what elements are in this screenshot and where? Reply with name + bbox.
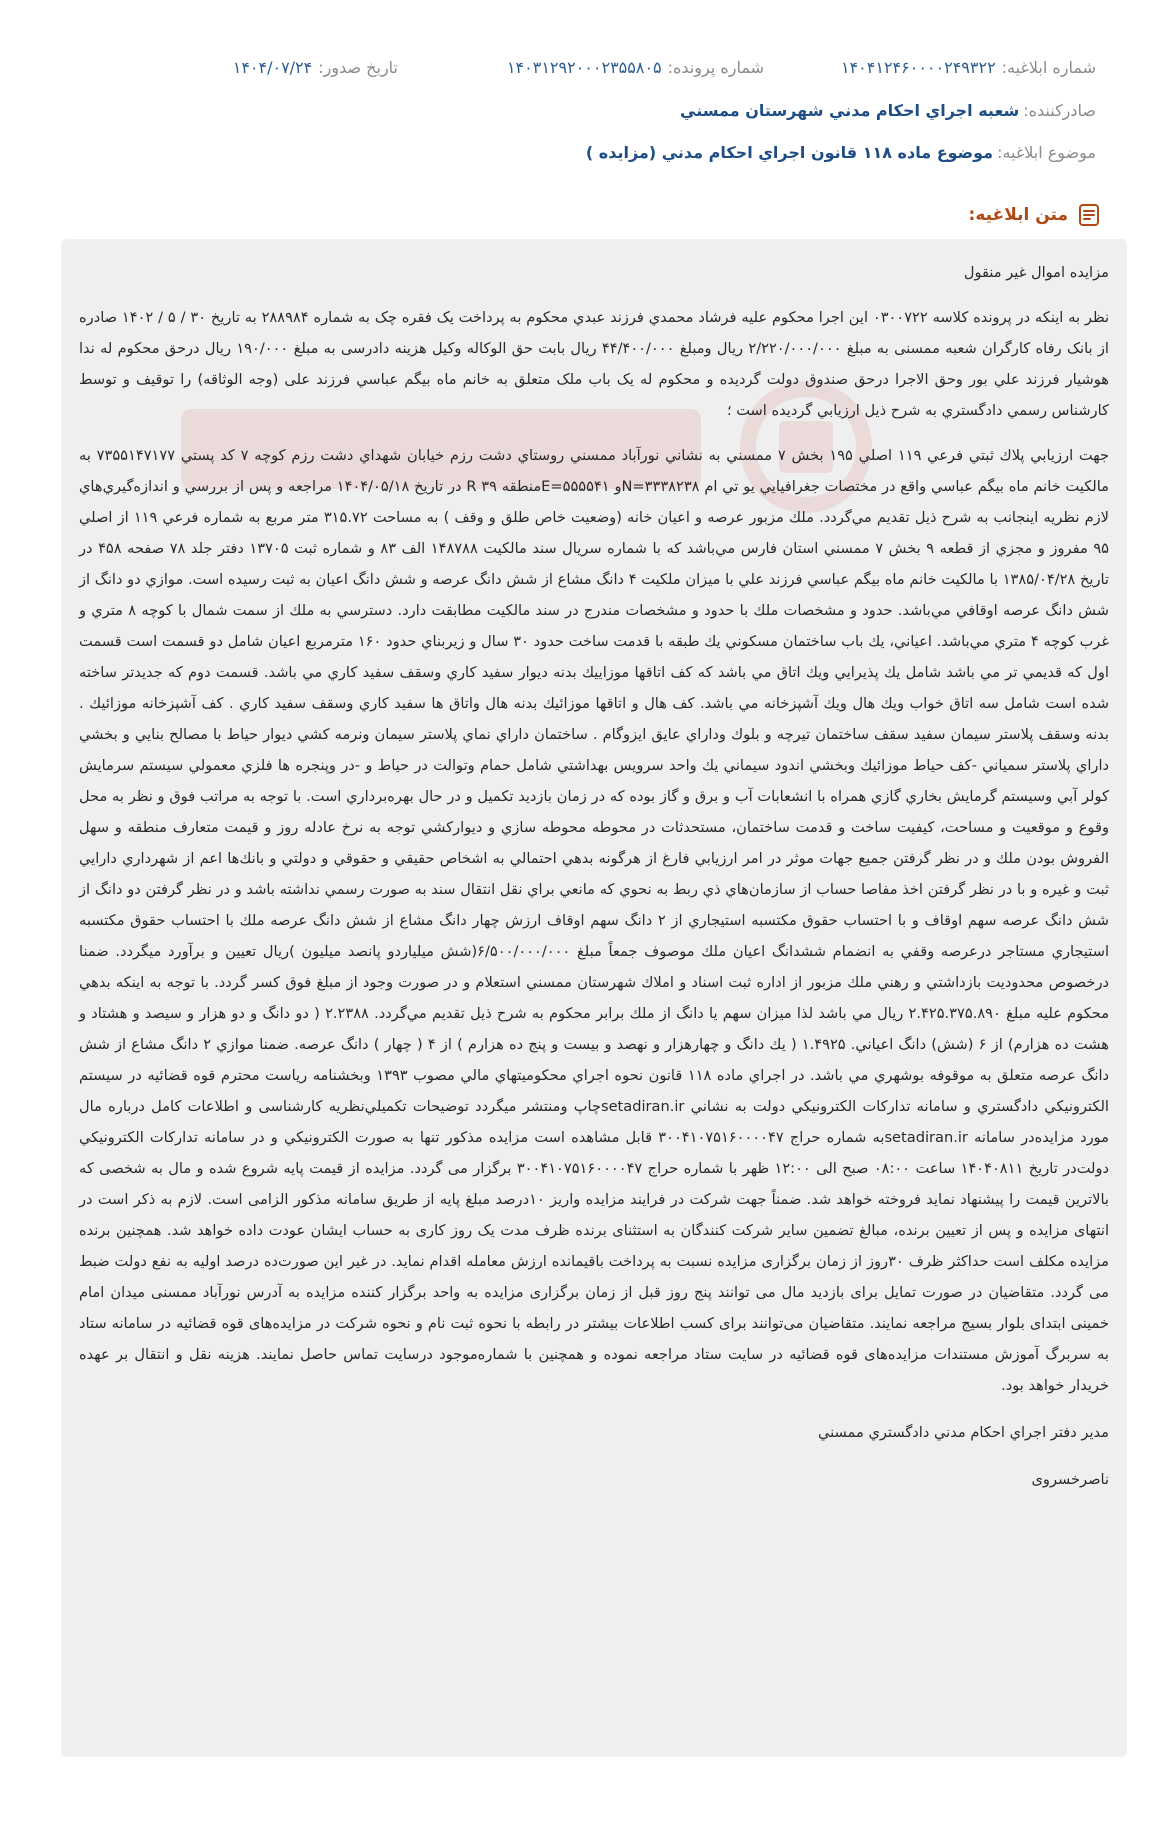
issuer-line	[680, 99, 1096, 123]
issue-date-value: ۱۴۰۴/۰۷/۲۴	[232, 58, 313, 77]
case-number-label: شماره پرونده:	[667, 58, 764, 77]
notice-body	[61, 239, 1127, 1521]
case-number-value: ۱۴۰۳۱۲۹۲۰۰۰۲۳۵۵۸۰۵	[506, 58, 662, 77]
case-number	[507, 56, 764, 80]
notice-content-box	[61, 239, 1127, 1757]
notice-paragraph-2: جهت ارزيابي پلاك ثبتي فرعي ۱۱۹ اصلي ۱۹۵ بخش ۷ ممسني به نشاني نورآباد ممسني روستاي دشت رزم خيابان شهداي دشت رزم كوچه ۷ كد پستي ۷۳۵۵۱۴۷۱۷۷ به مالكيت خانم ماه بيگم عباسي واقع در مختصات جغرافيايي يو تي ام N=۳۳۳۸۲۳۸و E=۵۵۵۵۴۱منطقه ۳۹ R در تاريخ ۱۴۰۴/۰۵/۱۸ مراجعه و پس از بررسي و اندازه‌گيري‌هاي لازم نظريه اينجانب به شرح ذيل تقديم مي‌گردد. ملك مزبور عرصه و اعيان خانه (وضعيت خاص طلق و وقف ) به مساحت ۳۱۵.۷۲ متر مربع به شماره فرعي ۱۱۹ از اصلي ۹۵ مفروز و مجزي از قطعه ۹ بخش ۷ ممسني استان فارس مي‌باشد كه با شماره سريال سند مالكيت ۱۴۸۷۸۸ الف ۸۳ و شماره ثبت ۱۳۷۰۵ دفتر جلد ۷۸ صفحه ۴۵۸ در تاريخ ۱۳۸۵/۰۴/۲۸ با مالكيت خانم ماه بيگم عباسي فرزند علي با ميزان ملكيت ۴ دانگ مشاع از شش دانگ عرصه و شش دانگ اعيان به ثبت رسيده است. موازي دو دانگ از شش دانگ عرصه اوقافي مي‌باشد. حدود و مشخصات ملك با حدود و مشخصات مندرج در سند مالكيت مطابقت دارد. دسترسي به ملك از سمت شمال با كوچه ۸ متري و غرب كوچه ۴ متري مي‌باشد. اعياني، يك باب ساختمان مسكوني يك طبقه با قدمت ساخت حدود ۳۰ سال و زيربناي حدود ۱۶۰ مترمربع اعيان شامل دو قسمت است قسمت اول كه قديمي تر مي باشد شامل يك پذيرايي ويك اتاق مي باشد كه كف اتاقها موزاييك بدنه ديوار سفيد كاري وسقف سفيد كاري مي باشد. قسمت دوم كه جديدتر ساخته شده است شامل سه اتاق خواب ويك هال ويك آشپزخانه مي باشد. كف هال و اتاقها موزائيك بدنه هال واتاق ها سفيد كاري وسقف سفيد كاري . كف آشپزخانه موزائيك . بدنه وسقف پلاستر سيمان سفيد سقف ساختمان تيرچه و بلوك وداراي عايق ايزوگام . ساختمان داراي نماي پلاستر سيمان ونرمه كشي ديوار حياط با مصالح بنايي و بخشي داراي پلاستر سمياني -كف حياط موزائيك وبخشي اندود سيماني يك واحد سرويس بهداشتي شامل حمام وتوالت در حياط و -در وپنجره ها فلزي معمولي سيستم سرمايش كولر آبي وسيستم گرمايش بخاري گازي همراه با انشعابات آب و برق و گاز بوده كه در زمان بازديد تكميل و در حال بهره‌برداري است. با توجه به مراتب فوق و نظر به محل وقوع و موقعيت و مساحت، كيفيت ساخت و قدمت ساختمان، مستحدثات در محوطه محوطه سازي و ديواركشي توجه به نرخ عادله روز و قيمت متعارف منطقه و سهل الفروش بودن ملك و در نظر گرفتن جميع جهات موثر در امر ارزيابي فارغ از هرگونه بدهي احتمالي به اشخاص حقيقي و حقوقي و دولتي و بانك‌ها اعم از شهرداري دارايي ثبت و غيره و با در نظر گرفتن اخذ مفاصا حساب از سازمان‌هاي ذي ربط به نحوي كه مانعي براي نقل انتقال سند به صورت رسمي نداشته باشد و در نظر گرفتن دو دانگ از شش دانگ عرصه سهم اوقاف و با احتساب حقوق مكتسبه استيجاري از ۲ دانگ سهم اوقاف ارزش چهار دانگ مشاع از شش دانگ عرصه ملك با احتساب حقوق مكتسبه استيجاري مستاجر درعرصه وقفي به انضمام ششدانگ اعيان ملك موصوف جمعاً مبلغ ۶/۵۰۰/۰۰۰/۰۰۰(شش ميلياردو پانصد ميليون )ريال تعيين و برآورد ميگردد. ضمنا درخصوص محدوديت بازداشتي و رهني ملك مزبور از اداره ثبت اسناد و املاك شهرستان ممسني استعلام و در صورت وجود از مبلغ فوق كسر گردد. با توجه به اينكه بدهي محكوم عليه مبلغ ۲.۴۲۵.۳۷۵.۸۹۰ ريال مي باشد لذا ميزان سهم يا دانگ از ملك برابر محكوم به شرح ذيل تقديم مي‌گردد. ۲.۲۳۸۸ ( دو دانگ و دو هزار و سيصد و هشتاد و هشت ده هزارم) از ۶ (شش) دانگ اعياني. ۱.۴۹۲۵ ( يك دانگ و چهارهزار و نهصد و بيست و پنج ده هزارم ) از ۴ ( چهار ) دانگ عرصه. ضمنا موازي ۲ دانگ مشاع از شش دانگ عرصه متعلق به موقوفه بوشهري مي باشد. در اجراي ماده ۱۱۸ قانون نحوه اجراي محكوميتهاي مالي مصوب ۱۳۹۳ وبخشنامه رياست محترم قوه قضائيه در سيستم الكترونيكي دادگستري و سامانه تداركات الكترونيكي دولت به نشاني setadiran.irچاپ ومنتشر ميگردد توضيحات تكميلي‌نظريه كارشناسی و اطلاعات كامل درباره مال مورد مزايده‌در سامانه setadiran.ir‌به شماره حراج ۳۰۰۴۱۰۷۵۱۶۰۰۰۰۴۷ قابل مشاهده است مزايده مذكور تنها به صورت الكترونيكي و در سامانه تداركات الكترونيكي دولت‌در تاريخ ۱۴۰۴۰۸۱۱ ساعت ۰۸:۰۰ صبح الی ۱۲:۰۰ ظهر با شماره حراج ۳۰۰۴۱۰۷۵۱۶۰۰۰۰۴۷ برگزار می گردد. مزايده از قيمت پايه شروع شده و مال به شخصی كه بالاترين قيمت را پيشنهاد نمايد فروخته خواهد شد. ضمناً جهت شركت در فرايند مزايده واريز ۱۰درصد مبلغ پايه از طريق سامانه مذكور الزامی است. لازم به ذكر است در انتهای مزايده و پس از تعيين برنده، مبالغ تضمين ساير شركت كنندگان به استثنای برنده ظرف مدت يک روز كاری به حساب ايشان عودت داده خواهد شد. همچنين برنده مزايده مكلف است حداكثر ظرف ۳۰روز از زمان برگزاری مزايده نسبت به پرداخت باقيمانده ارزش معامله اقدام نمايد. در غير اين صورت‌ده درصد اوليه به نفع دولت ضبط می گردد. متقاضيان در صورت تمايل برای بازديد مال می توانند پنج روز قبل از زمان برگزاری مزايده به واحد برگزار كننده مزايده به آدرس نورآباد ممسنی ميدان امام خمينی ابتدای بلوار بسيج مراجعه نمايند. متقاضيان می‌توانند برای كسب اطلاعات بيشتر در رابطه با نحوه ثبت نام و نحوه شركت در مزايده‌های قوه قضائيه در سامانه ستاد به سربرگ آموزش مستندات مزايده‌های قوه قضائيه در سايت ستاد مراجعه نموده و همچنين با شماره‌موجود درسايت تماس حاصل نمايند. هزينه نقل و انتقال بر عهده خريدار خواهد بود.	[79, 447, 1110, 1394]
issuer-label: صادرکننده:	[1023, 101, 1096, 120]
document-note-icon	[1076, 202, 1102, 228]
issue-date-label: تاریخ صدور:	[318, 58, 398, 77]
notice-text-heading	[969, 200, 1102, 230]
notice-title: مزايده اموال غير منقول	[963, 264, 1109, 281]
subject-label: موضوع ابلاغیه:	[997, 143, 1096, 162]
signatory-name: ناصرخسروی	[1031, 1471, 1109, 1488]
notice-number-value: ۱۴۰۴۱۲۴۶۰۰۰۰۲۴۹۳۲۲	[840, 58, 996, 77]
issuer-value: شعبه اجراي احكام مدني شهرستان ممسني	[680, 101, 1020, 120]
signatory-title: مدير دفتر اجراي احكام مدني دادگستري ممسني	[817, 1424, 1109, 1441]
notice-paragraph-1: نظر به اينكه در پرونده كلاسه ۰۳۰۰۷۲۲ اين اجرا محكوم عليه فرشاد محمدي فرزند عبدي محكوم به پرداخت يک فقره چک به شماره ۲۸۸۹۸۴ به تاريخ ۳۰ / ۵ / ۱۴۰۲ صادره از بانک رفاه کارگران شعبه ممسنی به مبلغ ۲/۲۲۰/۰۰۰/۰۰۰ ريال ومبلغ ۴۴/۴۰۰/۰۰۰ ريال بابت حق الوكاله وكيل هزينه دادرسی به مبلغ ۱۹۰/۰۰۰ ريال درحق محكوم له ندا هوشيار فرزند علي بور وحق الاجرا درحق صندوق دولت گرديده و محكوم له يک باب ملک متعلق به خانم ماه بيگم عباسي فرزند علی (وجه الوثاقه) را توقيف و توسط كارشناس رسمي دادگستري به شرح ذيل ارزيابي گرديده است ؛	[79, 309, 1110, 419]
header-row	[0, 56, 1174, 80]
subject-value: موضوع ماده ۱۱۸ قانون اجراي احكام مدني (مزايده )	[585, 143, 994, 162]
subject-line	[586, 141, 1096, 165]
notice-heading-label: متن ابلاغیه:	[968, 205, 1068, 225]
issue-date	[233, 56, 398, 80]
notice-number-label: شماره ابلاغیه:	[1001, 58, 1096, 77]
notice-number	[841, 56, 1096, 80]
